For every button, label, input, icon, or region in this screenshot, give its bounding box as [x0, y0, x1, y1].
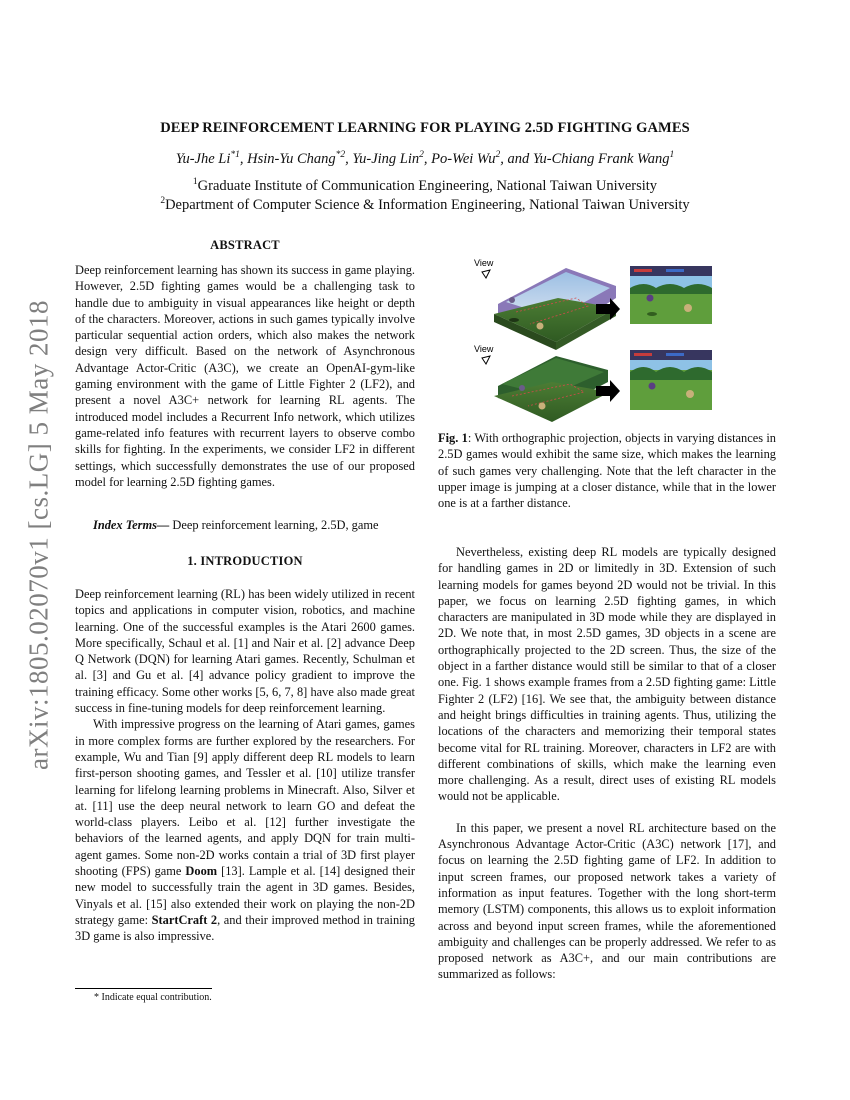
intro-heading: 1. INTRODUCTION: [187, 554, 303, 568]
bottom-2d-trees: [630, 367, 712, 380]
author-list: Yu-Jhe Li$^{*1}$, Hsin-Yu Chang$^{*2}$, Yu-Jing Lin$^2$, Po-Wei Wu$^2$, and Yu-Chiang Frank Wang$^1$: [175, 150, 675, 167]
figure-caption-text: : With orthographic projection, objects in varying distances in 2.5D games would exhibit the same size, which makes the learning of such games very challenging. Note that the left character in the upper image is jumping at a closer distance, while that in the lower one is at a farther distance.: [438, 431, 776, 511]
footnote: * Indicate equal contribution.: [94, 992, 212, 1003]
author-5: Yu-Chiang Frank Wang: [532, 150, 670, 167]
author-3-mark: 2: [419, 150, 424, 160]
paper-title: DEEP REINFORCEMENT LEARNING FOR PLAYING 2.5D FIGHTING GAMES: [160, 120, 690, 136]
bottom-2d-character-1: [649, 383, 656, 390]
affiliation-1-text: Graduate Institute of Communication Engineering, National Taiwan University: [197, 177, 658, 194]
right-body: [438, 544, 776, 983]
top-jumping-character: [509, 297, 515, 303]
view-label-bottom: View: [474, 344, 494, 354]
top-shadow: [509, 318, 519, 322]
top-2d-shadow: [647, 312, 657, 316]
affiliation-1-mark: 1: [192, 177, 198, 187]
author-2-mark: *2: [335, 150, 346, 160]
abstract-text: Deep reinforcement learning has shown its success in game playing. However, 2.5D fighting games would be a challenging task to handle due to ambiguity in visual appearances like height or depth of the characters. Moreover, actions in such games typically involve particular sequential action orders, which also makes the network design very difficult. Based on the network of Asynchronous Advantage Actor-Critic (A3C), we create an OpenAI-gym-like gaming environment with the game of Little Fighter 2 (LF2), and present a novel A3C+ network for learning RL agents. The introduced model includes a Recurrent Info network, which utilizes game-related info features with recurrent layers to observe combo skills for fighting. In the experiments, we consider LF2 in different settings, which successfully demonstrates the use of our proposed model for learning 2.5D fighting games.: [75, 263, 415, 489]
bottom-2d-frame: [630, 350, 712, 410]
top-hp-bar-2: [666, 269, 684, 272]
author-1-mark: *1: [230, 150, 240, 160]
bottom-view-label: [474, 344, 494, 364]
figure-1-illustration: [438, 246, 776, 422]
affiliation-2-mark: 2: [160, 196, 166, 206]
author-4-mark: 2: [495, 150, 501, 160]
eye-icon: [482, 270, 490, 278]
authors-and: and: [507, 150, 530, 167]
bottom-character-2: [539, 403, 546, 410]
intro-doom-bold: Doom: [185, 864, 218, 879]
bottom-character-1: [519, 385, 525, 391]
view-label-top: View: [474, 258, 494, 268]
intro-starcraft-bold: StartCraft 2: [151, 912, 218, 927]
top-character-2: [537, 323, 544, 330]
footnote-rule: [75, 988, 212, 989]
intro-paragraph-2: [75, 716, 415, 944]
author-4: Po-Wei Wu: [431, 150, 496, 167]
right-paragraph-2: In this paper, we present a novel RL architecture based on the Asynchronous Advantage Actor-Critic (A3C) network [17], and focus on learning the 2.5D fighting game of LF2. In addition to input screen frames, our proposed network takes a variety of information as input features. Together with the long short-term memory (LSTM) components, this allows us to exploit information across and beyond input screen frames, while the aforementioned ambiguity and challenges can be properly addressed. We refer to as proposed network as A3C+, and our main contributions are summarized as follows:: [438, 820, 776, 982]
index-terms-text: Deep reinforcement learning, 2.5D, game: [172, 518, 379, 532]
eye-icon: [482, 356, 490, 364]
affiliation-1: [75, 177, 775, 195]
affiliation-2-text: Department of Computer Science & Information Engineering, National Taiwan University: [165, 196, 690, 213]
figure-1-caption: [438, 430, 776, 511]
right-paragraph-1: Nevertheless, existing deep RL models are typically designed for handling games in 2D or limitedly in 3D. Extension of such learning models for games beyond 2D would not be trivial. In this paper, we focus on learning 2.5D fighting games, in which characters are manipulated in 3D mode while they are displayed in 2D. We note that, in most 2.5D games, 3D objects in a scene are orthographically projected to the 2D screen. Thus, the size of the object in a farther distance would still be similar to that of a closer one. Fig. 1 shows example frames from a 2.5D fighting game: Little Fighter 2 (LF2) [16]. We see that, the ambiguity between distance and height brings difficulties in training agents. Thus, utilizing the locations of the characters and memorizing their temporal states become vital for RL training. Moreover, characters in LF2 are with different combinations of skills, which make the learning even more challenging. As a result, direct uses of existing RL models would not be applicable.: [438, 545, 776, 804]
author-2: Hsin-Yu Chang: [247, 150, 336, 167]
intro-paragraph-1: Deep reinforcement learning (RL) has been widely utilized in recent topics and applications in computer vision, robotics, and machine learning. One of the successful examples is the Atari 2600 games. More specifically, Schaul et al. [1] and Nair et al. [2] advance Deep Q Network (DQN) for learning Atari games. Recently, Schulman et al. [3] and Gu et al. [4] advance policy gradient to improve the training efficacy. Some other works [5, 6, 7, 8] have also made great success in fine-tuning models for deep reinforcement learning.: [75, 587, 415, 716]
top-view-label: [474, 258, 494, 278]
author-1: Yu-Jhe Li: [175, 150, 231, 167]
index-terms: [75, 517, 415, 533]
intro-p2-part-a: With impressive progress on the learning of Atari games, games in more complex forms are further explored by the researchers. For example, Wu and Tian [9] apply different deep RL models to learn first-person shooting games, and Tessler et al. [10] utilize transfer learning for lifelong learning problems in Minecraft. Also, Silver et at. [11] use the deep neural network to learn GO and defeat the world-class players. Leibo et al. [12] further investigate the behaviors of the learned agents, and apply DQN for train multi-agent games. Some non-2D works contain a trial of 3D first player shooting (FPS) game: [75, 717, 415, 879]
index-terms-label: Index Terms—: [93, 518, 170, 532]
top-2d-character-1: [647, 295, 654, 302]
intro-p2-part-c: , and their improved method in training 3D game is also impressive.: [75, 912, 415, 944]
top-2d-frame: [630, 266, 712, 324]
figure-1: [438, 246, 776, 422]
figure-caption-label: Fig. 1: [438, 431, 468, 445]
top-hp-bar-1: [634, 269, 652, 272]
top-2d-trees: [630, 284, 712, 294]
top-2d-character-2: [684, 304, 692, 312]
author-5-mark: 1: [669, 150, 675, 160]
intro-body: [75, 586, 415, 945]
arxiv-identifier-stamp: [22, 290, 56, 780]
bottom-2d-character-2: [686, 390, 694, 398]
abstract-heading: ABSTRACT: [210, 238, 280, 252]
author-3: Yu-Jing Lin: [352, 150, 420, 167]
arxiv-stamp-text: arXiv:1805.02070v1 [cs.LG] 5 May 2018: [23, 300, 54, 770]
bottom-hp-bar-2: [666, 353, 684, 356]
intro-p2-part-b: [13]. Lample et al. [14] designed their new model to successfully train the agent in 3D games. Besides, Vinyals et al. [15] also extended their work on playing the non-2D strategy game:: [75, 864, 415, 927]
bottom-3d-scene: [494, 356, 610, 422]
bottom-hp-bar-1: [634, 353, 652, 356]
affiliation-2: [75, 196, 775, 214]
